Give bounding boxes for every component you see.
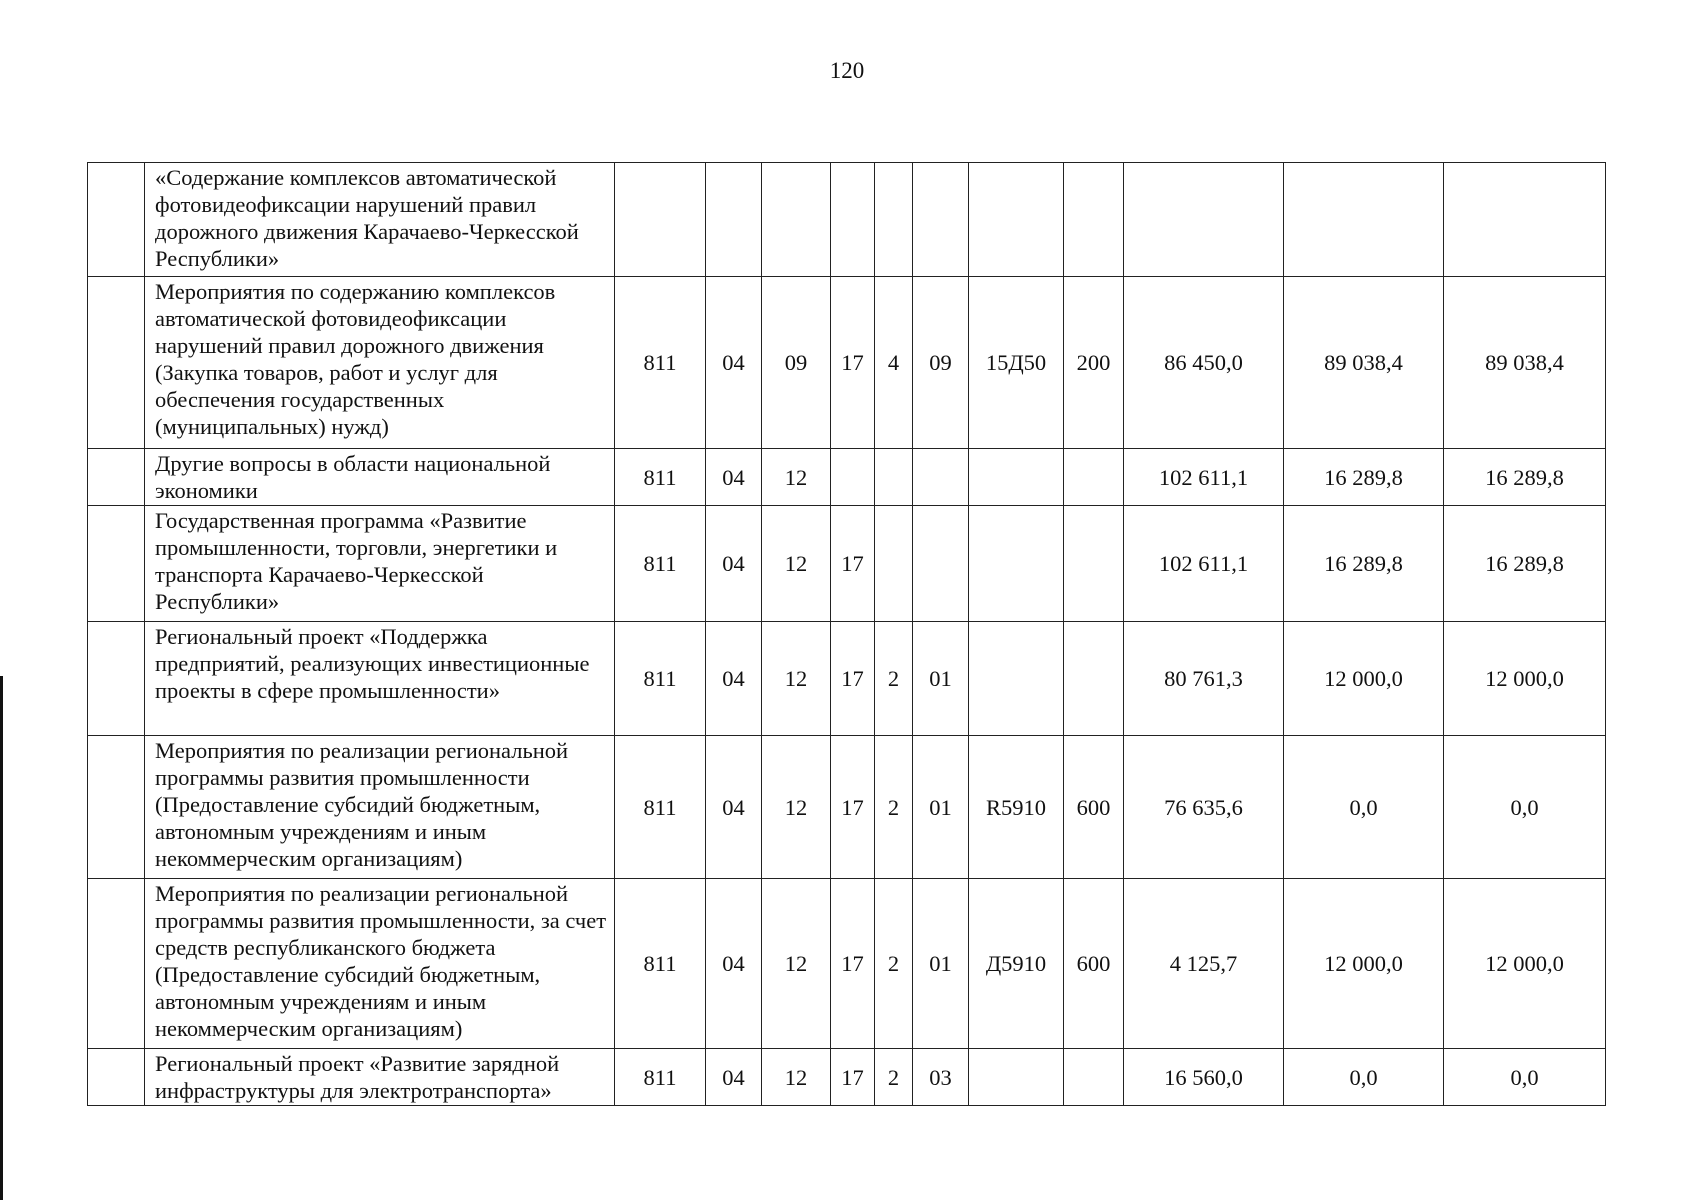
table-row xyxy=(88,622,1606,736)
table-row xyxy=(88,277,1606,449)
subprogram-code-cell: 4 xyxy=(875,277,913,449)
subprogram-code-cell xyxy=(875,449,913,506)
amount-year1-cell: 4 125,7 xyxy=(1124,879,1284,1049)
table-row xyxy=(88,879,1606,1049)
grbs-code-cell xyxy=(615,163,706,277)
event-code-cell: 01 xyxy=(913,622,969,736)
amount-year1-cell: 16 560,0 xyxy=(1124,1049,1284,1106)
expense-type-cell xyxy=(1064,163,1124,277)
table-row xyxy=(88,449,1606,506)
program-code-cell: 17 xyxy=(831,277,875,449)
item-name-cell: Мероприятия по содержанию комплексов автоматической фотовидеофиксации нарушений правил дорожного движения (Закупка товаров, работ и услуг для обеспечения государственных (муниципальных) нужд) xyxy=(145,277,615,449)
table-body xyxy=(88,163,1606,1106)
subsection-code-cell xyxy=(762,163,831,277)
amount-year2-cell: 12 000,0 xyxy=(1284,622,1444,736)
expense-type-cell xyxy=(1064,622,1124,736)
subprogram-code-cell: 2 xyxy=(875,736,913,879)
table-row xyxy=(88,1049,1606,1106)
subsection-code-cell: 12 xyxy=(762,506,831,622)
event-code-cell: 01 xyxy=(913,736,969,879)
program-code-cell xyxy=(831,449,875,506)
amount-year2-cell: 16 289,8 xyxy=(1284,449,1444,506)
row-number-cell xyxy=(88,879,145,1049)
subprogram-code-cell: 2 xyxy=(875,622,913,736)
item-name-cell: Мероприятия по реализации региональной программы развития промышленности, за счет средств республиканского бюджета (Предоставление субсидий бюджетным, автономным учреждениям и иным некоммерческим организациям) xyxy=(145,879,615,1049)
amount-year3-cell: 89 038,4 xyxy=(1444,277,1606,449)
amount-year2-cell xyxy=(1284,163,1444,277)
row-number-cell xyxy=(88,506,145,622)
amount-year1-cell: 102 611,1 xyxy=(1124,506,1284,622)
item-name-cell: Региональный проект «Поддержка предприятий, реализующих инвестиционные проекты в сфере промышленности» xyxy=(145,622,615,736)
amount-year1-cell: 76 635,6 xyxy=(1124,736,1284,879)
item-name-cell: Государственная программа «Развитие промышленности, торговли, энергетики и транспорта Карачаево-Черкесской Республики» xyxy=(145,506,615,622)
section-code-cell: 04 xyxy=(706,506,762,622)
grbs-code-cell: 811 xyxy=(615,879,706,1049)
expense-type-cell xyxy=(1064,506,1124,622)
event-code-cell xyxy=(913,163,969,277)
section-code-cell: 04 xyxy=(706,879,762,1049)
subprogram-code-cell: 2 xyxy=(875,1049,913,1106)
table-row xyxy=(88,736,1606,879)
section-code-cell: 04 xyxy=(706,736,762,879)
direction-code-cell: Д5910 xyxy=(969,879,1064,1049)
expense-type-cell xyxy=(1064,1049,1124,1106)
subprogram-code-cell: 2 xyxy=(875,879,913,1049)
subsection-code-cell: 12 xyxy=(762,736,831,879)
subsection-code-cell: 12 xyxy=(762,1049,831,1106)
amount-year1-cell xyxy=(1124,163,1284,277)
grbs-code-cell: 811 xyxy=(615,449,706,506)
amount-year2-cell: 12 000,0 xyxy=(1284,879,1444,1049)
direction-code-cell xyxy=(969,1049,1064,1106)
expense-type-cell: 600 xyxy=(1064,736,1124,879)
section-code-cell: 04 xyxy=(706,449,762,506)
row-number-cell xyxy=(88,449,145,506)
item-name-cell: «Содержание комплексов автоматической фотовидеофиксации нарушений правил дорожного движения Карачаево-Черкесской Республики» xyxy=(145,163,615,277)
amount-year1-cell: 80 761,3 xyxy=(1124,622,1284,736)
row-number-cell xyxy=(88,277,145,449)
item-name-cell: Мероприятия по реализации региональной программы развития промышленности (Предоставление субсидий бюджетным, автономным учреждениям и иным некоммерческим организациям) xyxy=(145,736,615,879)
event-code-cell: 09 xyxy=(913,277,969,449)
direction-code-cell: 15Д50 xyxy=(969,277,1064,449)
subprogram-code-cell xyxy=(875,506,913,622)
direction-code-cell xyxy=(969,506,1064,622)
event-code-cell xyxy=(913,506,969,622)
expense-type-cell: 600 xyxy=(1064,879,1124,1049)
section-code-cell xyxy=(706,163,762,277)
amount-year1-cell: 86 450,0 xyxy=(1124,277,1284,449)
row-number-cell xyxy=(88,736,145,879)
amount-year2-cell: 16 289,8 xyxy=(1284,506,1444,622)
amount-year3-cell xyxy=(1444,163,1606,277)
grbs-code-cell: 811 xyxy=(615,1049,706,1106)
section-code-cell: 04 xyxy=(706,277,762,449)
row-number-cell xyxy=(88,163,145,277)
table-row xyxy=(88,506,1606,622)
event-code-cell xyxy=(913,449,969,506)
subprogram-code-cell xyxy=(875,163,913,277)
event-code-cell: 01 xyxy=(913,879,969,1049)
scan-edge-mark xyxy=(0,676,3,1200)
amount-year3-cell: 12 000,0 xyxy=(1444,622,1606,736)
program-code-cell: 17 xyxy=(831,736,875,879)
amount-year2-cell: 0,0 xyxy=(1284,1049,1444,1106)
expense-type-cell xyxy=(1064,449,1124,506)
event-code-cell: 03 xyxy=(913,1049,969,1106)
item-name-cell: Другие вопросы в области национальной экономики xyxy=(145,449,615,506)
subsection-code-cell: 09 xyxy=(762,277,831,449)
program-code-cell: 17 xyxy=(831,879,875,1049)
amount-year3-cell: 16 289,8 xyxy=(1444,449,1606,506)
amount-year2-cell: 0,0 xyxy=(1284,736,1444,879)
section-code-cell: 04 xyxy=(706,622,762,736)
amount-year3-cell: 0,0 xyxy=(1444,736,1606,879)
table-row xyxy=(88,163,1606,277)
grbs-code-cell: 811 xyxy=(615,277,706,449)
amount-year2-cell: 89 038,4 xyxy=(1284,277,1444,449)
grbs-code-cell: 811 xyxy=(615,622,706,736)
subsection-code-cell: 12 xyxy=(762,622,831,736)
program-code-cell: 17 xyxy=(831,622,875,736)
item-name-cell: Региональный проект «Развитие зарядной инфраструктуры для электротранспорта» xyxy=(145,1049,615,1106)
row-number-cell xyxy=(88,622,145,736)
amount-year3-cell: 12 000,0 xyxy=(1444,879,1606,1049)
direction-code-cell xyxy=(969,449,1064,506)
grbs-code-cell: 811 xyxy=(615,506,706,622)
subsection-code-cell: 12 xyxy=(762,449,831,506)
row-number-cell xyxy=(88,1049,145,1106)
direction-code-cell: R5910 xyxy=(969,736,1064,879)
page-number: 120 xyxy=(829,58,865,83)
grbs-code-cell: 811 xyxy=(615,736,706,879)
amount-year3-cell: 16 289,8 xyxy=(1444,506,1606,622)
section-code-cell: 04 xyxy=(706,1049,762,1106)
direction-code-cell xyxy=(969,163,1064,277)
amount-year1-cell: 102 611,1 xyxy=(1124,449,1284,506)
amount-year3-cell: 0,0 xyxy=(1444,1049,1606,1106)
direction-code-cell xyxy=(969,622,1064,736)
program-code-cell: 17 xyxy=(831,1049,875,1106)
subsection-code-cell: 12 xyxy=(762,879,831,1049)
expense-type-cell: 200 xyxy=(1064,277,1124,449)
budget-table xyxy=(87,162,1606,1106)
program-code-cell: 17 xyxy=(831,506,875,622)
program-code-cell xyxy=(831,163,875,277)
